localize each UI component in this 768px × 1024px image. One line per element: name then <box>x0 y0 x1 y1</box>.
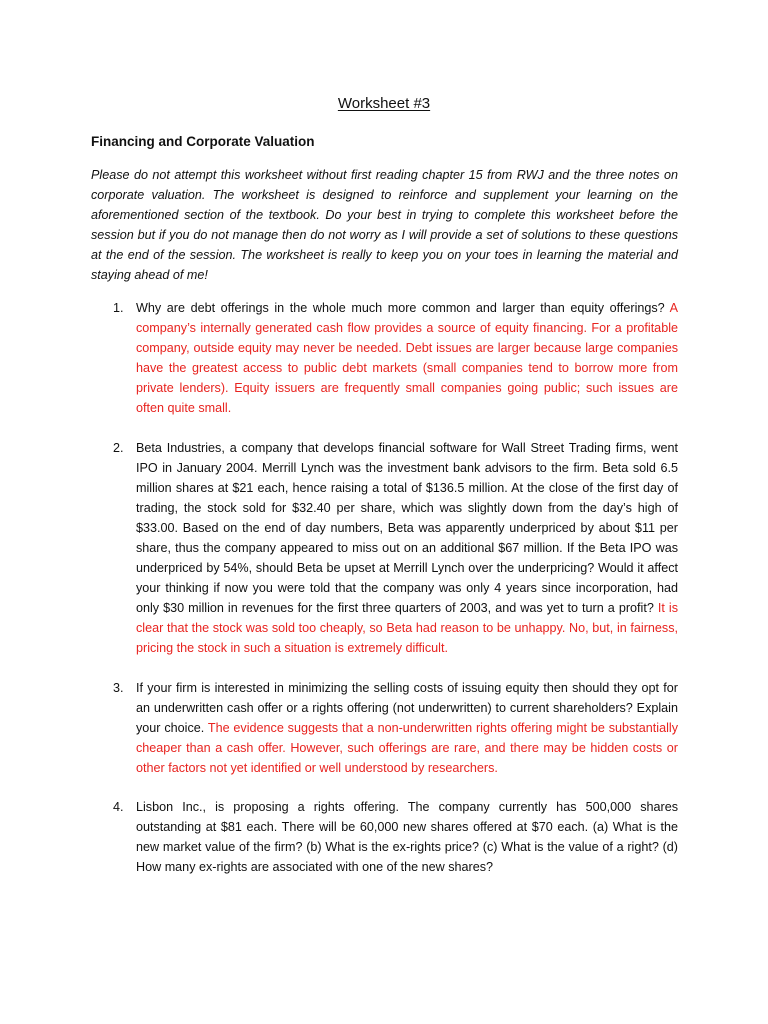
question-text: Why are debt offerings in the whole much more common and larger than equity offerings? <box>136 301 665 315</box>
question-item <box>113 797 678 877</box>
question-number: 2. <box>113 441 124 455</box>
question-body <box>136 298 678 418</box>
page-title: Worksheet #3 <box>337 95 431 112</box>
question-item <box>113 438 678 658</box>
question-item <box>113 298 678 418</box>
question-body <box>136 678 678 778</box>
question-body <box>136 797 678 877</box>
intro-paragraph: Please do not attempt this worksheet without first reading chapter 15 from RWJ and the three notes on corporate valuation. The worksheet is designed to reinforce and supplement your learning on the aforementioned section of the textbook. Do your best in trying to complete this worksheet before the session but if you do not manage then do not worry as I will provide a set of solutions to these questions at the end of the session. The worksheet is really to keep you on your toes in learning the material and staying ahead of me! <box>91 168 678 282</box>
question-item <box>113 678 678 778</box>
answer-text: It is clear that the stock was sold too cheaply, so Beta had reason to be unhappy. No, but, in fairness, pricing the stock in such a situation is extremely difficult. <box>136 601 679 655</box>
question-text: If your firm is interested in minimizing the selling costs of issuing equity then should they opt for an underwritten cash offer or a rights offering (not underwritten) to current shareholders? Explain your choice. <box>136 681 678 735</box>
question-number: 4. <box>113 800 124 814</box>
question-text: Beta Industries, a company that develops financial software for Wall Street Trading firms, went IPO in January 2004. Merrill Lynch was the investment bank advisors to the firm. Beta sold 6.5 million shares at $21 each, hence raising a total of $136.5 million. At the close of the first day of trading, the stock sold for $32.40 per share, which was slightly down from the day’s high of $33.00. Based on the end of day numbers, Beta was apparently underpriced by about $11 per share, thus the company appeared to miss out on an additional $67 million. If the Beta IPO was underpriced by 54%, should Beta be upset at Merrill Lynch over the underpricing? Would it affect your thinking if now you were told that the company was only 4 years since incorporation, had only $30 million in revenues for the first three quarters of 2003, and was yet to turn a profit? <box>136 441 678 615</box>
question-number: 1. <box>113 301 124 315</box>
section-heading: Financing and Corporate Valuation <box>91 134 315 149</box>
question-text: Lisbon Inc., is proposing a rights offering. The company currently has 500,000 shares outstanding at $81 each. There will be 60,000 new shares offered at $70 each. (a) What is the new market value of the firm? (b) What is the ex-rights price? (c) What is the value of a right? (d) How many ex-rights are associated with one of the new shares? <box>136 800 678 874</box>
question-body <box>136 438 678 658</box>
question-number: 3. <box>113 681 124 695</box>
answer-text: A company’s internally generated cash flow provides a source of equity financing. For a profitable company, outside equity may never be needed. Debt issues are larger because large companies have the greatest access to public debt markets (small companies tend to borrow more from private lenders). Equity issuers are frequently small companies going public; such issues are often quite small. <box>136 301 678 415</box>
answer-text: The evidence suggests that a non-underwritten rights offering might be substantially cheaper than a cash offer. However, such offerings are rare, and there may be hidden costs or other factors not yet identified or well understood by researchers. <box>136 721 678 775</box>
